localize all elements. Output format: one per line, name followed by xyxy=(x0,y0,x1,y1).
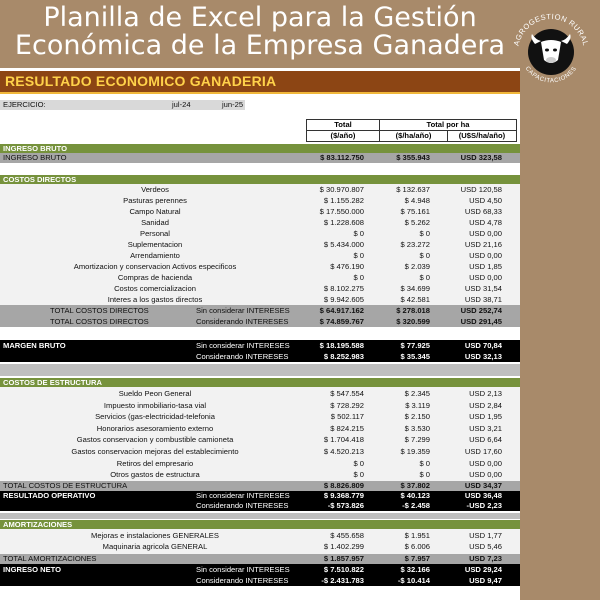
banner-title-line-2: Económica de la Empresa Ganadera xyxy=(14,30,506,61)
item-usd-per-ha: USD 5,46 xyxy=(469,542,502,551)
item-per-ha: $ 4.948 xyxy=(404,196,430,205)
period-end: jun-25 xyxy=(222,100,244,109)
item-per-ha: $ 7.299 xyxy=(404,435,430,445)
separator-band xyxy=(0,364,520,376)
item-total: $ 455.658 xyxy=(330,531,364,540)
item-label: Mejoras e instalaciones GENERALES xyxy=(91,531,219,540)
item-label: Servicios (gas-electricidad-telefonia xyxy=(95,412,215,422)
item-usd-per-ha: USD 1,77 xyxy=(469,531,502,540)
item-label: Sanidad xyxy=(141,218,169,227)
item-usd-per-ha: USD 0,00 xyxy=(469,229,502,238)
section-ingreso-bruto: INGRESO BRUTO xyxy=(0,144,520,153)
item-usd-per-ha: USD 2,84 xyxy=(469,400,502,410)
interest-qualifier: Sin considerar INTERESES xyxy=(196,306,290,315)
row-usd-per-ha: USD 252,74 xyxy=(460,306,502,315)
col-per-ha-header: Total por ha xyxy=(379,119,517,131)
item-total: $ 0 xyxy=(353,251,364,260)
interest-qualifier: Considerando INTERESES xyxy=(196,352,289,361)
item-usd-per-ha: USD 0,00 xyxy=(469,458,502,468)
item-per-ha: $ 0 xyxy=(419,273,430,282)
item-total: $ 0 xyxy=(353,229,364,238)
interest-qualifier: Sin considerar INTERESES xyxy=(196,491,290,500)
col-total-unit: ($/año) xyxy=(306,130,380,142)
margen-bruto-label: MARGEN BRUTO xyxy=(3,341,66,350)
item-usd-per-ha: USD 120,58 xyxy=(460,185,502,194)
total-amortizaciones-total: $ 1.857.957 xyxy=(323,554,364,563)
total-costos-estructura-label: TOTAL COSTOS DE ESTRUCTURA xyxy=(3,481,128,490)
item-per-ha: $ 0 xyxy=(419,470,430,480)
interest-qualifier: Sin considerar INTERESES xyxy=(196,565,290,574)
item-total: $ 728.292 xyxy=(330,400,364,410)
row-total: $ 74.859.767 xyxy=(319,317,364,326)
banner-title-line-1: Planilla de Excel para la Gestión xyxy=(43,2,477,33)
item-total: $ 502.117 xyxy=(330,412,364,422)
item-per-ha: $ 75.161 xyxy=(400,207,430,216)
ingreso-bruto-usd: USD 323,58 xyxy=(460,153,502,162)
item-per-ha: $ 0 xyxy=(419,251,430,260)
item-usd-per-ha: USD 1,85 xyxy=(469,262,502,271)
item-usd-per-ha: USD 0,00 xyxy=(469,273,502,282)
item-total: $ 4.520.213 xyxy=(323,447,364,456)
item-per-ha: $ 132.637 xyxy=(396,185,430,194)
item-per-ha: $ 2.150 xyxy=(404,412,430,422)
logo-text-bottom: CAPACITACIONES xyxy=(523,65,579,85)
resultado-operativo-label: RESULTADO OPERATIVO xyxy=(3,491,96,500)
total-amortizaciones-label: TOTAL AMORTIZACIONES xyxy=(3,554,97,563)
item-total: $ 1.155.282 xyxy=(323,196,364,205)
item-usd-per-ha: USD 0,00 xyxy=(469,470,502,480)
item-label: Campo Natural xyxy=(129,207,181,216)
ingreso-neto-label: INGRESO NETO xyxy=(3,565,62,574)
row-total: -$ 2.431.783 xyxy=(321,576,364,585)
item-label: Compras de hacienda xyxy=(117,273,193,282)
row-per-ha: $ 320.599 xyxy=(396,317,430,326)
item-per-ha: $ 23.272 xyxy=(400,240,430,249)
item-label: Costos comercializacion xyxy=(114,284,196,293)
item-label: Amortizacion y conservacion Activos especificos xyxy=(73,262,237,271)
item-total: $ 547.554 xyxy=(330,389,364,398)
item-per-ha: $ 3.530 xyxy=(404,423,430,433)
item-total: $ 1.402.299 xyxy=(323,542,364,551)
row-usd-per-ha: USD 36,48 xyxy=(464,491,502,500)
item-label: Gastos conservacion mejoras del establecimiento xyxy=(71,447,239,456)
item-usd-per-ha: USD 4,78 xyxy=(469,218,502,227)
row-per-ha: $ 32.166 xyxy=(400,565,430,574)
item-per-ha: $ 2.039 xyxy=(404,262,430,271)
item-total: $ 0 xyxy=(353,458,364,468)
item-total: $ 1.228.608 xyxy=(323,218,364,227)
period-start: jul-24 xyxy=(172,100,191,109)
total-amortizaciones-ha: $ 7.957 xyxy=(404,554,430,563)
total-label: TOTAL COSTOS DIRECTOS xyxy=(50,306,149,315)
separator-band-2 xyxy=(0,513,520,519)
item-usd-per-ha: USD 31,54 xyxy=(464,284,502,293)
item-total: $ 9.942.605 xyxy=(323,295,364,304)
row-per-ha: $ 40.123 xyxy=(400,491,430,500)
spreadsheet xyxy=(0,68,520,600)
item-per-ha: $ 3.119 xyxy=(405,400,430,410)
row-usd-per-ha: USD 9,47 xyxy=(469,576,502,585)
item-total: $ 17.550.000 xyxy=(319,207,364,216)
item-label: Maquinaria agricola GENERAL xyxy=(102,542,208,551)
item-usd-per-ha: USD 1,95 xyxy=(469,412,502,422)
item-label: Personal xyxy=(140,229,170,238)
item-total: $ 476.190 xyxy=(330,262,364,271)
item-total: $ 824.215 xyxy=(330,423,364,433)
row-total: -$ 573.826 xyxy=(327,501,364,510)
logo-text-top: AGROGESTION RURAL xyxy=(511,11,591,47)
total-costos-estructura-ha: $ 37.802 xyxy=(400,481,430,490)
item-usd-per-ha: USD 0,00 xyxy=(469,251,502,260)
section-costos-directos: COSTOS DIRECTOS xyxy=(0,175,520,184)
row-per-ha: $ 77.925 xyxy=(400,341,430,350)
item-label: Sueldo Peon General xyxy=(118,389,192,398)
item-usd-per-ha: USD 17,60 xyxy=(464,447,502,456)
item-usd-per-ha: USD 6,64 xyxy=(469,435,502,445)
row-usd-per-ha: USD 70,84 xyxy=(464,341,502,350)
ingreso-bruto-label: INGRESO BRUTO xyxy=(3,153,67,162)
row-total: $ 8.252.983 xyxy=(323,352,364,361)
row-usd-per-ha: USD 291,45 xyxy=(460,317,502,326)
item-per-ha: $ 1.951 xyxy=(404,531,430,540)
item-label: Arrendamiento xyxy=(130,251,180,260)
row-usd-per-ha: USD 32,13 xyxy=(464,352,502,361)
item-usd-per-ha: USD 38,71 xyxy=(464,295,502,304)
sheet-header-bar xyxy=(0,71,520,94)
ingreso-bruto-total: $ 83.112.750 xyxy=(320,153,364,162)
row-total: $ 64.917.162 xyxy=(319,306,364,315)
total-costos-estructura-usd: USD 34,37 xyxy=(464,481,502,490)
item-total: $ 1.704.418 xyxy=(323,435,364,445)
item-per-ha: $ 0 xyxy=(419,229,430,238)
row-per-ha: -$ 10.414 xyxy=(397,576,430,585)
item-per-ha: $ 6.006 xyxy=(404,542,430,551)
item-per-ha: $ 42.581 xyxy=(400,295,430,304)
item-label: Gastos conservacion y combustible camioneta xyxy=(76,435,234,445)
item-usd-per-ha: USD 21,16 xyxy=(464,240,502,249)
ejercicio-label: EJERCICIO: xyxy=(3,100,46,109)
row-usd-per-ha: -USD 2,23 xyxy=(466,501,502,510)
row-total: $ 18.195.588 xyxy=(319,341,364,350)
row-per-ha: -$ 2.458 xyxy=(402,501,430,510)
col-per-ha-unit-pesos: ($/ha/año) xyxy=(379,130,448,142)
item-label: Retiros del empresario xyxy=(116,458,194,468)
ingreso-bruto-ha: $ 355.943 xyxy=(396,153,430,162)
item-label: Otros gastos de estructura xyxy=(110,470,200,480)
item-per-ha: $ 34.699 xyxy=(400,284,430,293)
item-usd-per-ha: USD 4,50 xyxy=(469,196,502,205)
section-amortizaciones: AMORTIZACIONES xyxy=(0,520,520,529)
row-per-ha: $ 278.018 xyxy=(396,306,430,315)
item-total: $ 8.102.275 xyxy=(323,284,364,293)
item-total: $ 30.970.807 xyxy=(319,185,364,194)
item-per-ha: $ 5.262 xyxy=(404,218,430,227)
interest-qualifier: Considerando INTERESES xyxy=(196,501,289,510)
row-per-ha: $ 35.345 xyxy=(400,352,430,361)
item-usd-per-ha: USD 3,21 xyxy=(469,423,502,433)
item-total: $ 5.434.000 xyxy=(323,240,364,249)
item-label: Impuesto inmobiliario-tasa vial xyxy=(103,400,207,410)
col-per-ha-unit-usd: (U$S/ha/año) xyxy=(447,130,517,142)
total-label: TOTAL COSTOS DIRECTOS xyxy=(50,317,149,326)
section-costos-estructura: COSTOS DE ESTRUCTURA xyxy=(0,378,520,387)
item-total: $ 0 xyxy=(353,273,364,282)
item-per-ha: $ 0 xyxy=(419,458,430,468)
item-label: Interes a los gastos directos xyxy=(107,295,203,304)
item-label: Honorarios asesoramiento externo xyxy=(96,423,214,433)
total-costos-estructura-total: $ 8.826.809 xyxy=(323,481,364,490)
row-usd-per-ha: USD 29,24 xyxy=(464,565,502,574)
item-per-ha: $ 2.345 xyxy=(404,389,430,398)
interest-qualifier: Considerando INTERESES xyxy=(196,576,289,585)
item-label: Verdeos xyxy=(141,185,169,194)
item-per-ha: $ 19.359 xyxy=(400,447,430,456)
item-label: Suplementacion xyxy=(127,240,183,249)
row-total: $ 9.368.779 xyxy=(323,491,364,500)
row-total: $ 7.510.822 xyxy=(323,565,364,574)
agrogestion-logo xyxy=(508,8,594,88)
col-total-header: Total xyxy=(306,119,380,131)
interest-qualifier: Sin considerar INTERESES xyxy=(196,341,290,350)
interest-qualifier: Considerando INTERESES xyxy=(196,317,289,326)
item-usd-per-ha: USD 2,13 xyxy=(469,389,502,398)
item-usd-per-ha: USD 68,33 xyxy=(464,207,502,216)
item-label: Pasturas perennes xyxy=(123,196,187,205)
sheet-title: RESULTADO ECONOMICO GANADERIA xyxy=(5,73,277,89)
total-amortizaciones-usd: USD 7,23 xyxy=(469,554,502,563)
item-total: $ 0 xyxy=(353,470,364,480)
